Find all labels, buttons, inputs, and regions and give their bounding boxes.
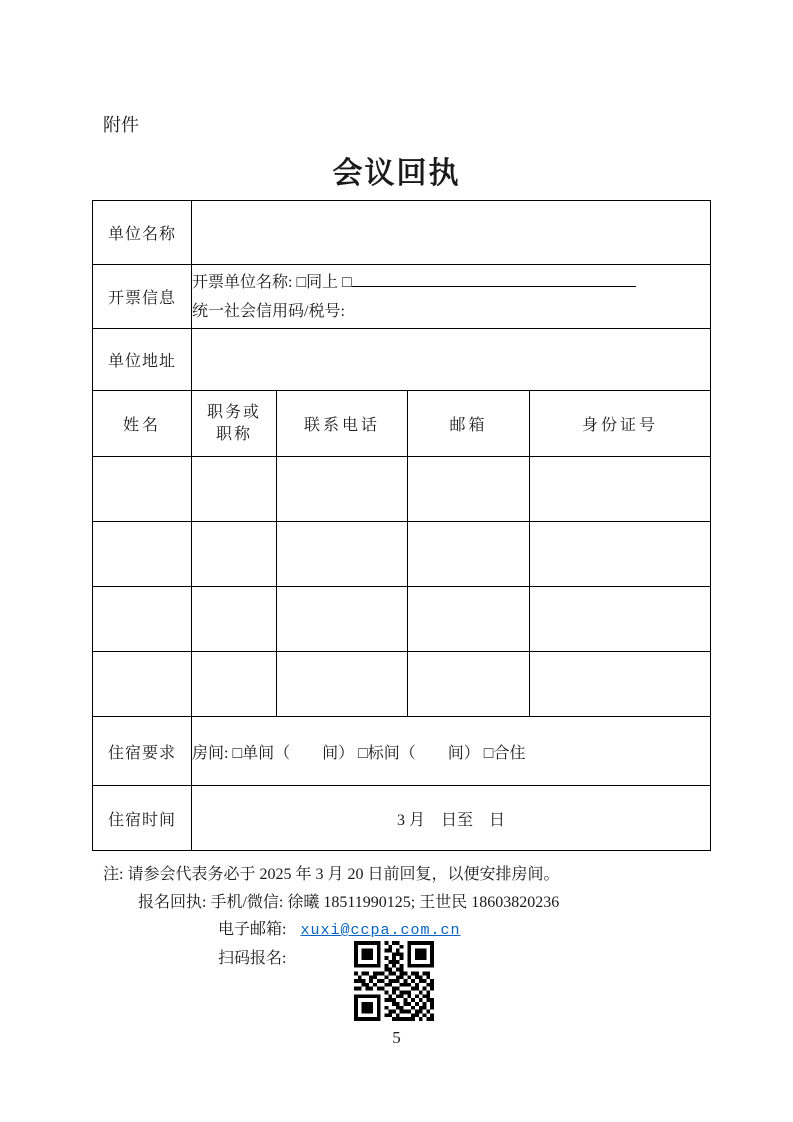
invoice-info-field [192,265,711,329]
accommodation-req-label: 住宿要求 [93,717,192,786]
note-deadline: 注: 请参会代表务必于 2025 年 3 月 20 日前回复，以便安排房间。 [103,866,560,883]
row-unit-name [93,201,711,265]
unit-name-label: 单位名称 [93,201,192,265]
attendee-cell [277,457,408,522]
unit-address-field [192,329,711,391]
attendee-cell [408,652,530,717]
attendee-cell [93,522,192,587]
header-position: 职务或职称 [192,391,277,457]
accommodation-time-label: 住宿时间 [93,786,192,851]
attendee-cell [277,587,408,652]
qr-code [352,941,436,1021]
attendee-cell [530,587,711,652]
attendee-cell [408,587,530,652]
attendee-cell [93,587,192,652]
attendee-header-row [93,391,711,457]
notes-section [92,861,732,972]
header-email: 邮箱 [408,391,530,457]
page-number: 5 [392,1028,401,1047]
email-label: 电子邮箱: [218,921,287,938]
unit-address-label: 单位地址 [93,329,192,391]
attendee-cell [530,652,711,717]
attachment-label: 附件 [103,115,139,135]
header-name: 姓名 [93,391,192,457]
invoice-line1 [192,268,710,297]
invoice-info-label: 开票信息 [93,265,192,329]
header-phone: 联系电话 [277,391,408,457]
attendee-cell [277,652,408,717]
row-accommodation-time [93,786,711,851]
attendee-cell [192,652,277,717]
attendee-row [93,457,711,522]
reply-form-table [92,200,711,851]
accommodation-time-field: 3 月 日至 日 [192,786,711,851]
attendee-row [93,522,711,587]
attendee-cell [93,457,192,522]
row-invoice-info [93,265,711,329]
header-id-number: 身份证号 [530,391,711,457]
attendee-cell [192,587,277,652]
attendee-cell [277,522,408,587]
row-accommodation-req [93,717,711,786]
attendee-cell [530,457,711,522]
attendee-cell [408,522,530,587]
row-unit-address [93,329,711,391]
attendee-cell [408,457,530,522]
qr-label: 扫码报名: [218,949,287,967]
invoice-line1-text: 开票单位名称: □同上 □ [192,273,352,291]
attendee-cell [93,652,192,717]
attendee-cell [192,522,277,587]
accommodation-req-field: 房间: □单间（ 间） □标间（ 间） □合住 [192,717,711,786]
invoice-line2-text: 统一社会信用码/税号: [192,302,345,320]
note-contacts: 报名回执: 手机/微信: 徐曦 18511990125; 王世民 18603820236 [138,893,560,911]
attendee-row [93,652,711,717]
attendee-row [93,587,711,652]
attendee-cell [530,522,711,587]
page-title: 会议回执 [332,157,461,190]
fill-in-blank [352,272,636,287]
attendee-cell [192,457,277,522]
email-link[interactable]: xuxi@ccpa.com.cn [300,922,461,939]
unit-name-field [192,201,711,265]
